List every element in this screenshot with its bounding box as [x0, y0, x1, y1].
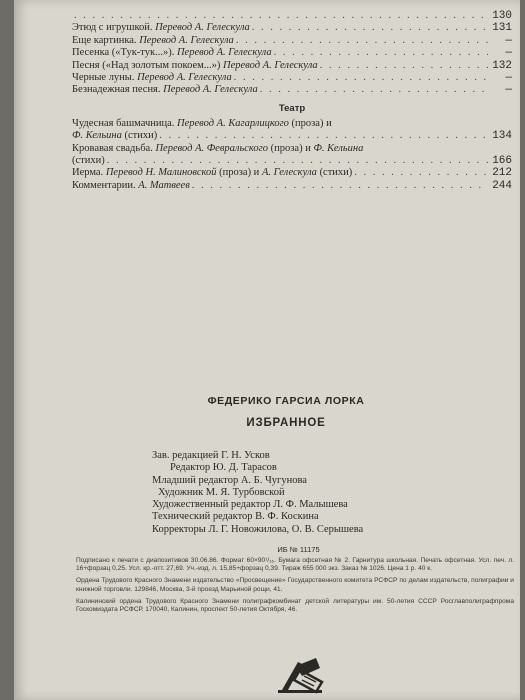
toc-entry: Иерма. Перевод Н. Малиновской (проза) и А. Гелескула (стихи) . . . 212 [72, 167, 512, 179]
printer-info: Калининский ордена Трудового Красного Знамени полиграфкомбинат детской литературы им. 50-летия СССР Росглавполиграфпрома Госкомиздата РСФСР. 170040, Калинин, проспект 50-летия Октября, 46. [76, 597, 514, 614]
credit-line: Корректоры Л. Г. Новожилова, О. В. Серышева [152, 523, 364, 535]
toc-entry: Чудесная башмачница. Перевод А. Кагарлицкого (проза) и Ф. Кельина (стихи) . . . 134 [72, 118, 512, 143]
toc-entry: Песенка («Тук-тук...»). Перевод А. Гелескула . . . — [72, 47, 512, 59]
toc-page-number: 131 [492, 22, 512, 35]
book-page [14, 0, 520, 700]
book-author: ФЕДЕРИКО ГАРСИА ЛОРКА [207, 395, 365, 407]
editorial-credits [152, 450, 472, 536]
toc-page-number: — [505, 84, 512, 97]
toc-entry: Этюд с игрушкой. Перевод А. Гелескула . . . 131 [72, 22, 512, 34]
credit-line: Художник М. Я. Турбовской [158, 486, 285, 498]
toc-page-number: — [505, 47, 512, 60]
credit-line: Зав. редакцией Г. Н. Усков [152, 450, 270, 461]
toc-entry: Песня («Над золотым покоем...») Перевод А. Гелескула . . . 132 [72, 60, 512, 72]
toc-page-number: — [505, 72, 512, 85]
isbn-number: ИБ № 11175 [277, 545, 320, 554]
book-header [86, 395, 506, 429]
credit-line: Художественный редактор Л. Ф. Малышева [152, 499, 348, 511]
credit-line: Младший редактор А. Б. Чугунова [152, 474, 307, 486]
credit-line: Редактор Ю. Д. Тарасов [170, 462, 277, 474]
toc-entry: Безнадежная песня. Перевод А. Гелескула . . . — [72, 84, 512, 96]
toc-section-heading: Театр [278, 102, 306, 114]
toc-entry-comments: Комментарии. А. Матвеев . . . 244 [72, 180, 512, 192]
toc-page-number: 132 [492, 59, 512, 72]
table-of-contents [72, 10, 512, 192]
toc-page-number: 130 [492, 10, 512, 22]
toc-page-number: — [505, 34, 512, 47]
toc-entry: Черные луны. Перевод А. Гелескула . . . — [72, 72, 512, 84]
toc-entry: Еще картинка. Перевод А. Гелескула . . . — [72, 35, 512, 47]
toc-page-number: 166 [492, 155, 512, 168]
publisher-info: Ордена Трудового Красного Знамени издательство «Просвещение» Государственного комитета РСФСР по делам издательств, полиграфии и книжной торговли. 129846, Москва, 3-й проезд Марьиной рощи, 41. [76, 577, 514, 593]
credit-line: Технический редактор В. Ф. Коскина [152, 511, 319, 523]
toc-page-number: 212 [492, 167, 512, 180]
toc-page-number: 134 [492, 130, 512, 143]
print-info: Подписано к печати с диапозитивов 30.06.86. Формат 60×90¹/₁₆. Бумага офсетная № 2. Гарнитура школьная. Печать офсетная. Усл. печ. л. 16+форзац 0,25. Усл. кр.-отт. 27,69. Уч.-изд. л. 15,85+форзац 0,39. Тираж 655 000 экз. Заказ № 1026. Цена 1 р. 40 к. [76, 557, 514, 573]
toc-entry [72, 10, 512, 22]
imprint-block [76, 557, 514, 618]
book-title: ИЗБРАННОЕ [246, 417, 326, 429]
toc-page-number: 244 [492, 179, 512, 192]
publisher-logo-icon [276, 654, 326, 696]
toc-entry: Кровавая свадьба. Перевод А. Февральского (проза) и Ф. Кельина (стихи) . . . 166 [72, 143, 512, 168]
